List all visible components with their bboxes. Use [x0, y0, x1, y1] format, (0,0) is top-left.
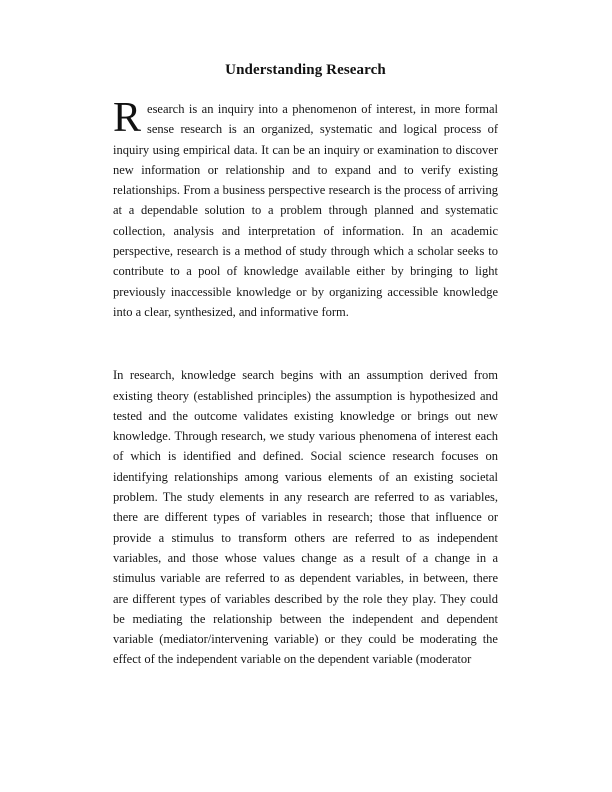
paragraph-research-definition — [113, 95, 498, 322]
dropcap-letter: R — [113, 95, 142, 141]
paragraph-knowledge-search: In research, knowledge search begins with an assumption derived from existing theory (established principles) the assumption is hypothesized and tested and the outcome validates existing knowledge or brings out new knowledge. Through research, we study various phenomena of interest each of which is identified and defined. Social science research focuses on identifying relationships among various elements of an existing societal problem. The study elements in any research are referred to as variables, there are different types of variables in research; those that influence or provide a stimulus to transform others are referred to as independent variables, and those whose values change as a result of a change in a stimulus variable are referred to as dependent variables, in between, there are different types of variables described by the role they play. They could be mediating the relationship between the independent and dependent variable (mediator/intervening variable) or they could be moderating the effect of the independent variable on the dependent variable (moderator — [113, 368, 498, 667]
page-title: Understanding Research — [225, 62, 386, 78]
paragraph-research-definition-text: esearch is an inquiry into a phenomenon of interest, in more formal sense research is an organized, systematic and logical process of inquiry using empirical data. It can be an inquiry or examination to discover new information or relationship and to expand and to verify existing relationships. From a business perspective research is the process of arriving at a dependable solution to a problem through planned and systematic collection, analysis and interpretation of information. In an academic perspective, research is a method of study through which a scholar seeks to contribute to a pool of knowledge available either by bringing to light previously inaccessible knowledge or by organizing accessible knowledge into a clear, synthesized, and informative form. — [113, 102, 498, 319]
